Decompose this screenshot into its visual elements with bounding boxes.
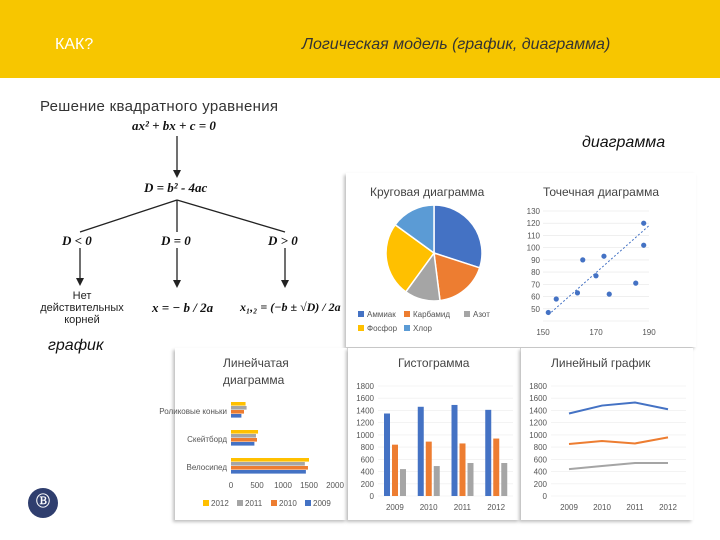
legend-label: Хлор (413, 324, 432, 333)
y-tick-label: 400 (360, 467, 374, 477)
y-tick-label: 1200 (529, 418, 547, 428)
y-tick-label: 0 (542, 492, 547, 501)
two-roots-formula: x₁,₂ = (−b ± √D) / 2a (240, 300, 341, 314)
legend-swatch (203, 500, 209, 506)
legend-label: Карбамид (413, 310, 451, 319)
y-tick-label: 800 (533, 443, 547, 453)
category-label: Скейтборд (187, 435, 227, 444)
slide-title: Логическая модель (график, диаграмма) (302, 36, 611, 53)
x-tick-label: 0 (228, 481, 234, 490)
discriminant-formula: D = b² - 4ac (144, 180, 208, 195)
y-tick-label: 1000 (356, 430, 374, 440)
case-negative: D < 0 (62, 233, 92, 248)
scatter-point (554, 296, 559, 301)
bar (231, 442, 254, 446)
bar (231, 406, 247, 410)
column-chart (348, 348, 520, 520)
x-tick-label: 2010 (419, 503, 438, 512)
line-chart (521, 348, 693, 520)
category-label: Роликовые коньки (159, 407, 227, 416)
pie-chart (346, 173, 521, 347)
tree-title: Решение квадратного уравнения (40, 98, 279, 115)
root-equation: ax² + bx + c = 0 (132, 118, 216, 133)
legend-label: Азот (473, 310, 490, 319)
legend-label: 2009 (313, 499, 331, 508)
column-bar (485, 410, 491, 496)
legend-label: Аммиак (367, 310, 396, 319)
y-tick-label: 90 (531, 255, 540, 265)
series-line (569, 437, 668, 444)
bar (231, 438, 257, 442)
x-tick-label: 190 (642, 328, 656, 337)
column-bar (400, 469, 406, 496)
y-tick-label: 1600 (529, 394, 547, 404)
x-tick-label: 2011 (453, 503, 471, 512)
case-zero: D = 0 (161, 233, 191, 248)
category-label: Велосипед (186, 463, 227, 472)
y-tick-label: 1600 (356, 394, 374, 404)
legend-swatch (358, 325, 364, 331)
bar (231, 462, 305, 466)
column-bar (434, 466, 440, 496)
y-tick-label: 1400 (529, 406, 547, 416)
line-title: Линейный график (551, 356, 651, 370)
y-tick-label: 1000 (529, 430, 547, 440)
x-tick-label: 150 (536, 328, 550, 337)
column-bar (493, 439, 499, 496)
y-tick-label: 120 (526, 219, 540, 229)
x-tick-label: 2010 (593, 503, 611, 512)
trend-line (548, 226, 649, 315)
y-tick-label: 0 (369, 492, 374, 501)
legend-swatch (271, 500, 277, 506)
scatter-point (607, 292, 612, 297)
series-line (569, 403, 668, 414)
question-label: КАК? (55, 36, 94, 53)
scatter-chart (521, 173, 696, 347)
line-panel (521, 348, 693, 520)
quadratic-equation-tree (30, 90, 341, 342)
pie-title: Круговая диаграмма (370, 185, 485, 199)
column-panel (348, 348, 520, 520)
x-tick-label: 2012 (659, 503, 677, 512)
x-tick-label: 170 (589, 328, 603, 337)
column-bar (460, 443, 466, 496)
x-tick-label: 2000 (326, 481, 344, 490)
y-tick-label: 1800 (356, 382, 374, 391)
bar-h-title-2: диаграмма (223, 373, 285, 387)
bar (231, 410, 244, 414)
university-logo: Ⓑ (28, 488, 58, 518)
x-tick-label: 1500 (300, 481, 318, 490)
legend-swatch (358, 311, 364, 317)
title-bar (0, 0, 720, 78)
scatter-point (641, 221, 646, 226)
x-tick-label: 2009 (385, 503, 404, 512)
y-tick-label: 400 (533, 467, 547, 477)
legend-label: 2010 (279, 499, 297, 508)
legend-swatch (404, 325, 410, 331)
scatter-point (633, 281, 638, 286)
legend-swatch (464, 311, 470, 317)
x-tick-label: 2012 (487, 503, 506, 512)
column-bar (384, 414, 390, 497)
legend-swatch (404, 311, 410, 317)
y-tick-label: 50 (531, 304, 540, 314)
y-tick-label: 200 (533, 479, 547, 489)
bar (231, 414, 241, 418)
y-tick-label: 600 (533, 455, 547, 465)
legend-label: 2012 (211, 499, 229, 508)
bar (231, 402, 246, 406)
scatter-point (546, 310, 551, 315)
y-tick-label: 100 (526, 243, 540, 253)
case-positive: D > 0 (268, 233, 298, 248)
pie-scatter-panel (346, 173, 696, 347)
column-bar (426, 442, 432, 496)
y-tick-label: 80 (531, 268, 540, 278)
bar (231, 466, 308, 470)
scatter-point (580, 257, 585, 262)
scatter-point (601, 254, 606, 259)
bar (231, 434, 256, 438)
series-line (569, 463, 668, 469)
legend-swatch (305, 500, 311, 506)
column-bar (418, 407, 424, 496)
horizontal-bar-chart (159, 348, 347, 520)
legend-label: 2011 (245, 499, 263, 508)
column-title: Гистограмма (398, 356, 470, 370)
column-bar (468, 463, 474, 496)
horizontal-bar-panel (159, 348, 347, 520)
scatter-point (575, 290, 580, 295)
scatter-point (593, 273, 598, 278)
y-tick-label: 60 (531, 292, 540, 302)
diagram-label: диаграмма (582, 134, 666, 151)
y-tick-label: 110 (527, 231, 540, 241)
legend-label: Фосфор (367, 324, 398, 333)
bar-h-title-1: Линейчатая (223, 356, 289, 370)
y-tick-label: 1200 (356, 418, 374, 428)
x-tick-label: 1000 (274, 481, 292, 490)
y-tick-label: 130 (526, 207, 540, 216)
single-root-formula: x = − b / 2a (152, 300, 214, 315)
y-tick-label: 800 (360, 443, 374, 453)
y-tick-label: 600 (360, 455, 374, 465)
column-bar (501, 463, 507, 496)
y-tick-label: 1800 (529, 382, 547, 391)
y-tick-label: 70 (531, 280, 540, 290)
no-roots-note: Нет действительных корней (40, 290, 124, 326)
column-bar (392, 445, 398, 496)
graph-label: график (48, 337, 104, 354)
legend-swatch (237, 500, 243, 506)
x-tick-label: 2011 (626, 503, 644, 512)
column-bar (452, 405, 458, 496)
bar (231, 470, 306, 474)
x-tick-label: 500 (250, 481, 264, 490)
y-tick-label: 1400 (356, 406, 374, 416)
bar (231, 430, 258, 434)
bar (231, 458, 309, 462)
y-tick-label: 200 (360, 479, 374, 489)
x-tick-label: 2009 (560, 503, 578, 512)
scatter-point (641, 243, 646, 248)
scatter-title: Точечная диаграмма (543, 185, 659, 199)
